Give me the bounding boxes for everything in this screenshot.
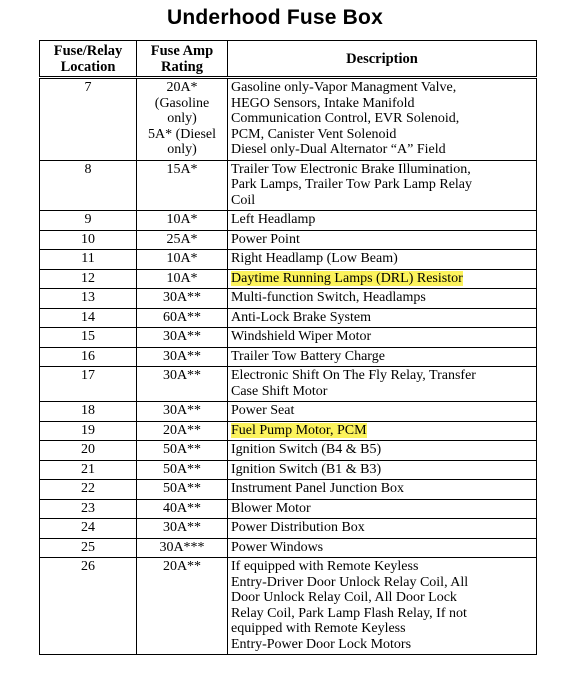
fuse-amp-rating-cell: 50A** xyxy=(137,480,228,500)
header-location: Fuse/Relay Location xyxy=(40,41,137,78)
fuse-description-cell xyxy=(228,289,537,309)
fuse-location-cell: 14 xyxy=(40,308,137,328)
table-row xyxy=(40,402,537,422)
page-title: Underhood Fuse Box xyxy=(167,6,383,29)
fuse-description-cell xyxy=(228,230,537,250)
description-text: Windshield Wiper Motor xyxy=(231,329,372,344)
fuse-description-cell xyxy=(228,78,537,161)
fuse-amp-rating-cell: 30A** xyxy=(137,347,228,367)
table-row xyxy=(40,480,537,500)
description-text: Ignition Switch (B4 & B5) xyxy=(231,442,382,457)
fuse-amp-rating-cell: 50A** xyxy=(137,441,228,461)
table-row xyxy=(40,289,537,309)
fuse-amp-rating-cell: 60A** xyxy=(137,308,228,328)
fuse-description-cell xyxy=(228,441,537,461)
fuse-description-cell xyxy=(228,269,537,289)
fuse-amp-rating-cell: 10A* xyxy=(137,269,228,289)
table-row xyxy=(40,421,537,441)
fuse-amp-rating-cell: 50A** xyxy=(137,460,228,480)
fuse-amp-rating-cell: 15A* xyxy=(137,160,228,211)
fuse-description-cell xyxy=(228,538,537,558)
fuse-amp-rating-cell: 30A** xyxy=(137,367,228,402)
table-row xyxy=(40,460,537,480)
description-text: Power Point xyxy=(231,231,300,247)
description-text: Blower Motor xyxy=(231,500,311,516)
fuse-location-cell: 10 xyxy=(40,230,137,250)
header-amp-rating: Fuse Amp Rating xyxy=(137,41,228,78)
fuse-description-cell xyxy=(228,499,537,519)
fuse-amp-rating-cell: 30A** xyxy=(137,289,228,309)
fuse-amp-rating-cell: 20A* (Gasoline only) 5A* (Diesel only) xyxy=(137,78,228,161)
fuse-amp-rating-cell: 10A* xyxy=(137,250,228,270)
table-header-row xyxy=(40,41,537,78)
table-row xyxy=(40,499,537,519)
fuse-description-cell xyxy=(228,519,537,539)
fuse-amp-rating-cell: 25A* xyxy=(137,230,228,250)
fuse-location-cell: 17 xyxy=(40,367,137,402)
description-text: Power Distribution Box xyxy=(231,520,365,535)
fuse-amp-rating-cell: 20A** xyxy=(137,421,228,441)
highlighted-description-text: Daytime Running Lamps (DRL) Resistor xyxy=(231,270,463,286)
description-text: If equipped with Remote Keyless Entry-Driver Door Unlock Relay Coil, All Door Unlock Relay Coil, All Door Lock Relay Coil, Park Lamp Flash Relay, If not equipped with Remote Keyless Entry-Power Door Lock Motors xyxy=(231,559,469,652)
fuse-location-cell: 24 xyxy=(40,519,137,539)
description-text: Power Seat xyxy=(231,403,295,418)
fuse-location-cell: 18 xyxy=(40,402,137,422)
description-text: Trailer Tow Electronic Brake Illumination, Park Lamps, Trailer Tow Park Lamp Relay Coil xyxy=(231,161,473,208)
fuse-amp-rating-cell: 10A* xyxy=(137,211,228,231)
table-body xyxy=(40,78,537,655)
description-text: Electronic Shift On The Fly Relay, Transfer Case Shift Motor xyxy=(231,368,476,399)
fuse-location-cell: 23 xyxy=(40,499,137,519)
table-row xyxy=(40,250,537,270)
fuse-description-cell xyxy=(228,160,537,211)
highlighted-description-text: Fuel Pump Motor, PCM xyxy=(231,422,367,438)
fuse-description-cell xyxy=(228,328,537,348)
fuse-amp-rating-cell: 20A** xyxy=(137,558,228,655)
description-text: Anti-Lock Brake System xyxy=(231,309,371,325)
table-row xyxy=(40,367,537,402)
fuse-description-cell xyxy=(228,480,537,500)
description-text: Left Headlamp xyxy=(231,212,316,227)
fuse-location-cell: 13 xyxy=(40,289,137,309)
table-row xyxy=(40,211,537,231)
fuse-location-cell: 26 xyxy=(40,558,137,655)
fuse-location-cell: 11 xyxy=(40,250,137,270)
fuse-location-cell: 16 xyxy=(40,347,137,367)
table-row xyxy=(40,328,537,348)
fuse-amp-rating-cell: 30A*** xyxy=(137,538,228,558)
table-row xyxy=(40,519,537,539)
fuse-amp-rating-cell: 30A** xyxy=(137,328,228,348)
table-row xyxy=(40,347,537,367)
table-row xyxy=(40,78,537,161)
table-row xyxy=(40,558,537,655)
fuse-description-cell xyxy=(228,558,537,655)
fuse-location-cell: 22 xyxy=(40,480,137,500)
fuse-amp-rating-cell: 30A** xyxy=(137,519,228,539)
fuse-description-cell xyxy=(228,308,537,328)
fuse-description-cell xyxy=(228,460,537,480)
description-text: Gasoline only-Vapor Managment Valve, HEGO Sensors, Intake Manifold Communication Control, EVR Solenoid, PCM, Canister Vent Solenoid Diesel only-Dual Alternator “A” Field xyxy=(231,80,460,157)
table-row xyxy=(40,230,537,250)
description-text: Ignition Switch (B1 & B3) xyxy=(231,461,382,477)
fuse-description-cell xyxy=(228,421,537,441)
fuse-location-cell: 21 xyxy=(40,460,137,480)
description-text: Trailer Tow Battery Charge xyxy=(231,348,385,364)
fuse-description-cell xyxy=(228,367,537,402)
fuse-location-cell: 19 xyxy=(40,421,137,441)
table-row xyxy=(40,538,537,558)
table-row xyxy=(40,441,537,461)
fuse-location-cell: 20 xyxy=(40,441,137,461)
fuse-amp-rating-cell: 30A** xyxy=(137,402,228,422)
fuse-location-cell: 8 xyxy=(40,160,137,211)
table-row xyxy=(40,160,537,211)
fuse-description-cell xyxy=(228,250,537,270)
fuse-description-cell xyxy=(228,347,537,367)
fuse-description-cell xyxy=(228,211,537,231)
fuse-location-cell: 9 xyxy=(40,211,137,231)
fuse-location-cell: 12 xyxy=(40,269,137,289)
fuse-table xyxy=(39,40,537,655)
fuse-location-cell: 25 xyxy=(40,538,137,558)
header-description: Description xyxy=(228,41,537,78)
fuse-amp-rating-cell: 40A** xyxy=(137,499,228,519)
table-row xyxy=(40,308,537,328)
fuse-location-cell: 7 xyxy=(40,78,137,161)
table-row xyxy=(40,269,537,289)
description-text: Multi-function Switch, Headlamps xyxy=(231,290,426,305)
description-text: Power Windows xyxy=(231,539,324,555)
fuse-description-cell xyxy=(228,402,537,422)
fuse-location-cell: 15 xyxy=(40,328,137,348)
description-text: Instrument Panel Junction Box xyxy=(231,481,405,496)
description-text: Right Headlamp (Low Beam) xyxy=(231,251,398,266)
